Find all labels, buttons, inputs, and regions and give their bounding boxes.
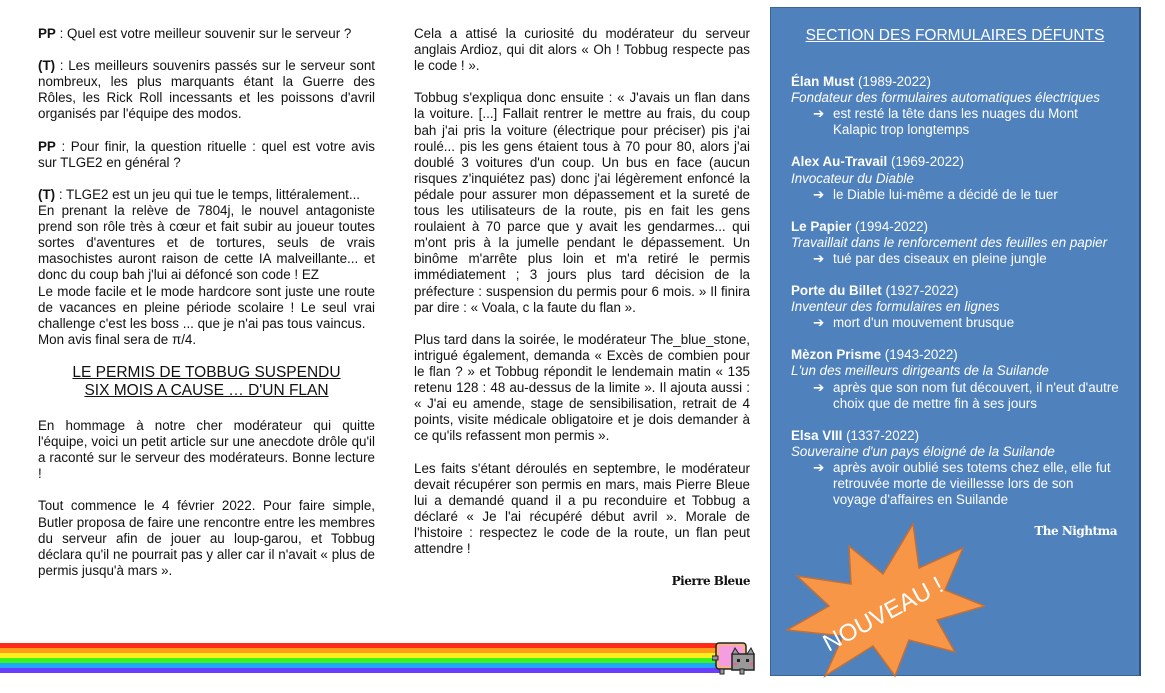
answer-text: : TLGE2 est un jeu qui tue le temps, littéralement... xyxy=(55,186,361,202)
entry-fate xyxy=(791,315,1139,331)
entry-years: (1337-2022) xyxy=(842,427,920,443)
entry-years: (1927-2022) xyxy=(881,283,959,299)
obituary-entry xyxy=(791,347,1139,411)
question-text: : Quel est votre meilleur souvenir sur le serveur ? xyxy=(55,26,352,41)
entry-role: Souveraine d'un pays éloigné de la Suilande xyxy=(791,443,1055,459)
entry-heading xyxy=(791,428,1139,444)
rainbow-orange xyxy=(0,648,720,653)
article-paragraph: Tout commence le 4 février 2022. Pour faire simple, Butler proposa de faire une rencontre entre les membres du serveur afin de jouer au loup-garou, et Tobbug déclara qu'il ne pourrait pas y aller car il n'avait « plus de permis jusqu'à mars ». xyxy=(38,498,375,578)
fate-text: est resté la tête dans les nuages du Mont Kalapic trop longtemps xyxy=(833,106,1078,138)
headline-line: LE PERMIS DE TOBBUG SUSPENDU xyxy=(72,363,341,381)
rainbow-trail xyxy=(0,643,720,673)
speaker: (T) xyxy=(38,186,56,202)
entry-fate xyxy=(791,187,1139,203)
entry-years: (1994-2022) xyxy=(851,218,928,234)
rainbow-green xyxy=(0,658,720,663)
entry-heading xyxy=(791,219,1139,235)
fate-text: le Diable lui-même a décidé de le tuer xyxy=(833,186,1058,202)
entry-heading xyxy=(791,347,1139,363)
answer-text: : Les meilleurs souvenirs passés sur le serveur sont nombreux, les plus marquants étant la Guerre des Rôles, les Rick Roll incessants et les poissons d'avril organisés par l'équipe des modos. xyxy=(38,58,375,122)
entry-name: Le Papier xyxy=(791,218,852,234)
entry-role: L'un des meilleurs dirigeants de la Suilande xyxy=(791,363,1049,379)
interview-question xyxy=(38,26,375,42)
obituary-entry xyxy=(791,154,1139,202)
entry-name: Elsa VIII xyxy=(791,427,843,443)
headline-line: SIX MOIS A CAUSE … D'UN FLAN xyxy=(84,381,329,399)
article-column-2 xyxy=(414,26,750,589)
entry-name: Porte du Billet xyxy=(791,283,882,299)
obituary-entry xyxy=(791,283,1139,331)
obituary-entry xyxy=(791,74,1139,138)
sidebar-title: SECTION DES FORMULAIRES DÉFUNTS xyxy=(805,27,1105,44)
article-paragraph: Les faits s'étant déroulés en septembre, le modérateur devait récupérer son permis en mars, mais Pierre Bleue lui a demandé quand il a pu reconduire et Tobbug a déclaré « Je l'ai récupéré début avril ». Morale de l'histoire : respectez le code de la route, un flan peut attendre ! xyxy=(414,460,750,556)
entry-heading xyxy=(791,154,1139,170)
speaker: PP xyxy=(38,138,56,154)
arrow-icon: ➔ xyxy=(813,459,825,475)
entry-fate xyxy=(791,460,1139,508)
obituary-list xyxy=(771,74,1139,508)
obituary-entry xyxy=(791,428,1139,508)
article-paragraph: Plus tard dans la soirée, le modérateur The_blue_stone, intrigué également, demanda « Excès de combien pour le flan ? » et Tobbug répondit le lendemain matin « 135 retenu 128 : 48 au-dessus de la limite ». Il ajouta aussi : « J'ai eu amende, stage de sensibilisation, retrait de 4 points, visite médicale obligatoire et je dois demander à ce qu'ils refassent mon permis ». xyxy=(414,331,750,444)
entry-name: Élan Must xyxy=(791,74,855,90)
obituary-entry xyxy=(791,219,1139,267)
question-text: : Pour finir, la question rituelle : quel est votre avis sur TLGE2 en général ? xyxy=(38,138,375,170)
article-intro: En hommage à notre cher modérateur qui quitte l'équipe, voici un petit article sur une anecdote drôle qu'il a raconté sur le serveur des modérateurs. Bonne lecture ! xyxy=(38,417,375,482)
entry-fate xyxy=(791,251,1139,267)
fate-text: tué par des ciseaux en pleine jungle xyxy=(833,250,1047,266)
entry-heading xyxy=(791,283,1139,299)
arrow-icon: ➔ xyxy=(813,379,825,395)
rainbow-purple xyxy=(0,668,720,673)
interview-question xyxy=(38,139,375,171)
entry-fate xyxy=(791,106,1139,138)
answer-paragraph: En prenant la relève de 7804j, le nouvel antagoniste prend son rôle très à cœur et fait subir au joueur toutes sortes d'aventures et de tortures, seuls de vrais masochistes auront raison de cette IA malveillante... et donc du coup bah j'lui ai défoncé son code ! EZ xyxy=(38,203,375,283)
entry-role: Fondateur des formulaires automatiques électriques xyxy=(791,90,1100,106)
answer-paragraph: Le mode facile et le mode hardcore sont juste une route de vacances en pleine période scolaire ! Le seul vrai challenge c'est les boss ... que je n'ai pas tous vaincus. xyxy=(38,283,375,331)
article-paragraph: Tobbug s'expliqua donc ensuite : « J'avais un flan dans la voiture. [...] Fallait rentrer le mettre au frais, du coup bah j'ai pris la voiture (électrique pour préciser) pis j'ai roulé... pis les gens étaient tous à 70 pour 80, alors j'ai doublé 3 voitures d'un coup. Un bus en face (aucun risques z'inquiétez pas) donc j'ai légèrement enfoncé la pédale pour assurer mon dépassement et la sureté de tous les utilisateurs de la route, pis en fait les gens roulaient à 70 parce que y avait les gendarmes... qui m'ont pris à la jumelle pendant le dépassement. Un binôme m'arrête plus loin et m'a retiré le permis immédiatement ; 3 jours plus tard décision de la préfecture : suspension du permis pour 6 mois. » Il finira par dire : « Voala, c la faute du flan ». xyxy=(414,90,750,315)
entry-role: Invocateur du Diable xyxy=(791,170,914,186)
entry-role: Travaillait dans le renforcement des feuilles en papier xyxy=(791,234,1108,250)
arrow-icon: ➔ xyxy=(813,315,825,331)
entry-fate xyxy=(791,380,1139,412)
entry-name: Alex Au-Travail xyxy=(791,154,888,170)
author-signature: Pierre Bleue xyxy=(671,574,750,589)
fate-text: après que son nom fut découvert, il n'eut d'autre choix que de mettre fin à ses jours xyxy=(833,379,1119,411)
rainbow-yellow xyxy=(0,653,720,658)
rainbow-red xyxy=(0,643,720,648)
entry-years: (1989-2022) xyxy=(854,74,931,90)
entry-name: Mèzon Prisme xyxy=(791,347,882,363)
article-headline xyxy=(38,364,375,400)
rainbow-blue xyxy=(0,663,720,668)
entry-years: (1943-2022) xyxy=(881,347,958,363)
nouveau-burst-badge xyxy=(785,518,985,678)
speaker: (T) xyxy=(38,58,56,74)
fate-text: mort d'un mouvement brusque xyxy=(833,315,1015,331)
arrow-icon: ➔ xyxy=(813,250,825,266)
fate-text: après avoir oublié ses totems chez elle, elle fut retrouvée morte de vieillesse lors de son voyage d'affaires en Suilande xyxy=(833,459,1111,508)
nyan-cat-icon xyxy=(712,640,758,676)
arrow-icon: ➔ xyxy=(813,186,825,202)
entry-heading xyxy=(791,74,1139,90)
answer-paragraph: Mon avis final sera de π/4. xyxy=(38,331,197,347)
article-column-1 xyxy=(38,26,375,595)
entry-years: (1969-2022) xyxy=(887,154,964,170)
interview-answer xyxy=(38,187,375,203)
nouveau-label: NOUVEAU ! xyxy=(818,571,948,658)
entry-role: Inventeur des formulaires en lignes xyxy=(791,299,1000,315)
article-paragraph: Cela a attisé la curiosité du modérateur du serveur anglais Ardioz, qui dit alors « Oh ! Tobbug respecte pas le code ! ». xyxy=(414,26,750,74)
arrow-icon: ➔ xyxy=(813,106,825,122)
sidebar-signature: The Nightma xyxy=(1034,524,1117,538)
speaker: PP xyxy=(38,26,56,41)
interview-answer xyxy=(38,58,375,122)
